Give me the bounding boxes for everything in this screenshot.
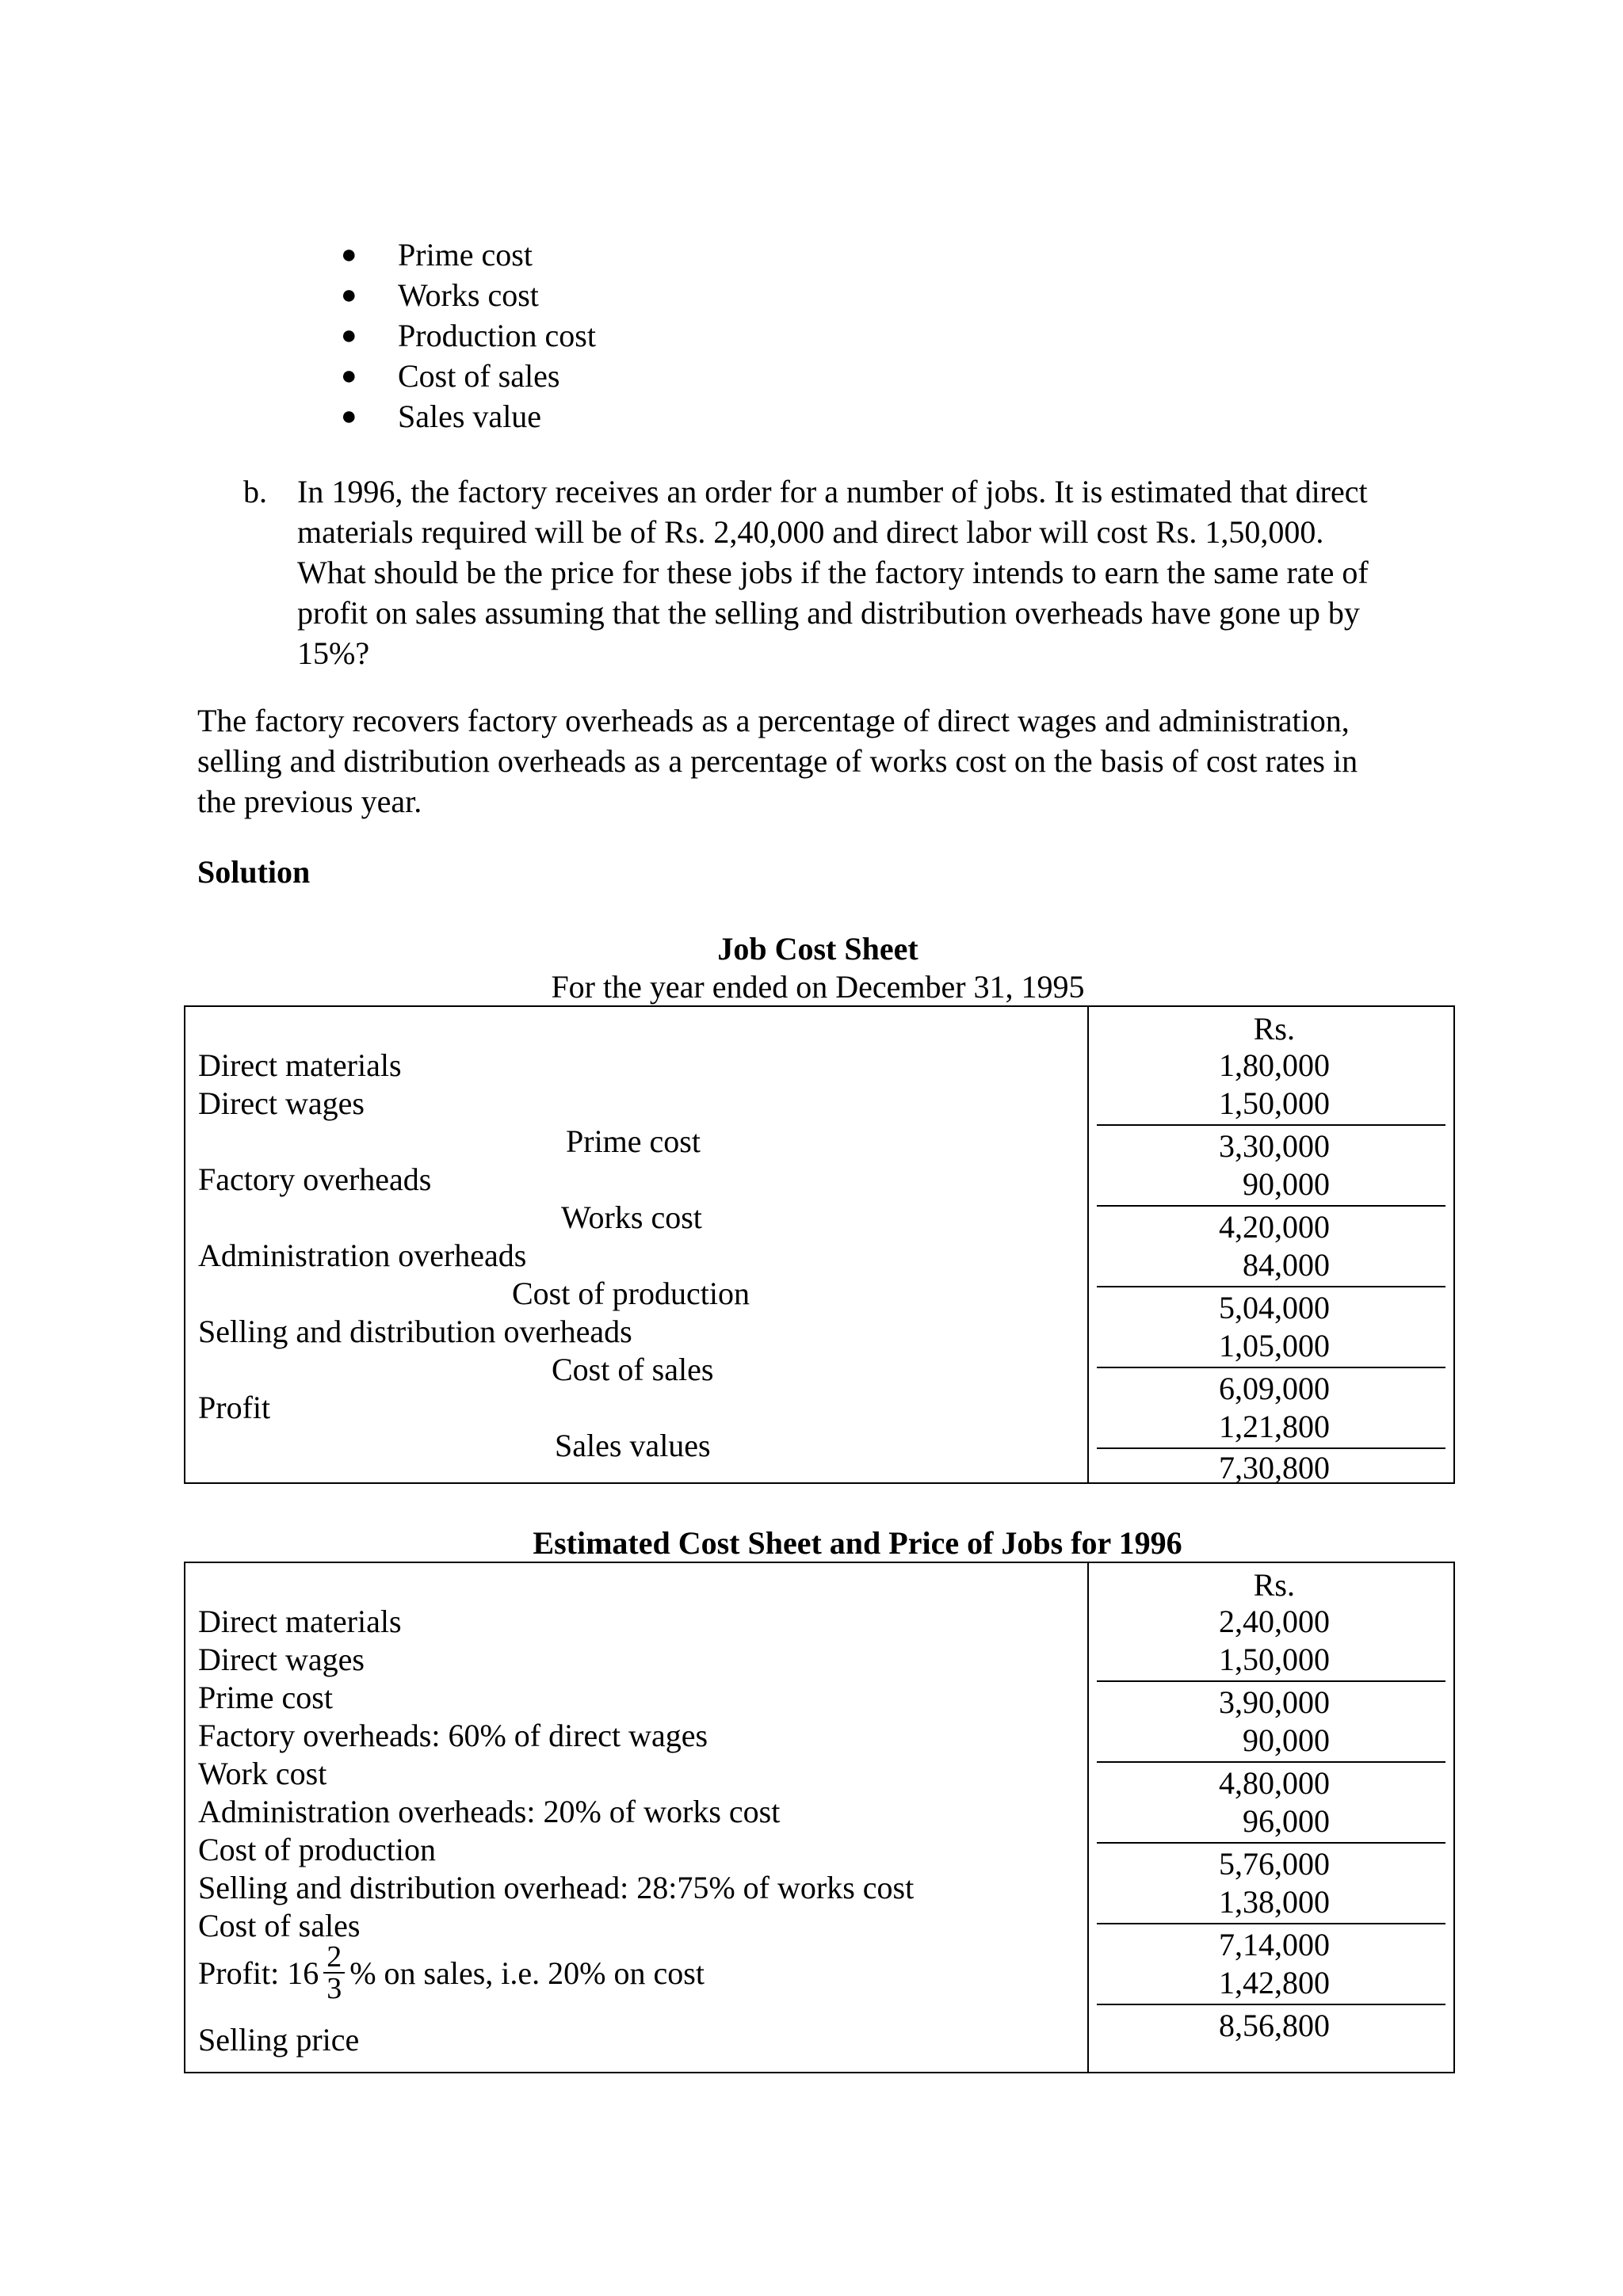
row-label: Direct materials [198,1604,402,1639]
row-label: Direct materials [198,1047,402,1083]
total-label: Selling price [198,2022,360,2058]
bullet-icon: ● [341,240,357,269]
amount-cell: 1,21,800 [1219,1409,1330,1444]
question-b [243,471,1448,673]
list-item: ● Prime cost [341,235,596,275]
description-column [185,1562,1088,2073]
row-label: Selling and distribution overhead: 28:75% of works cost [198,1870,915,1905]
amount-cell: 1,42,800 [1219,1965,1330,2000]
bullet-icon: ● [341,321,357,350]
amount-cell: 5,04,000 [1219,1290,1330,1325]
list-item: ● Sales value [341,396,596,437]
amount-cell: 84,000 [1243,1247,1330,1283]
currency-header: Rs. [1253,1567,1295,1603]
amount-cell: 4,20,000 [1219,1209,1330,1245]
list-item: ● Production cost [341,315,596,356]
bullet-icon: ● [341,280,357,310]
row-label: Direct wages [198,1642,365,1677]
subtotal-label: Prime cost [566,1123,701,1159]
amount-cell: 96,000 [1243,1803,1330,1839]
subtotal-label: Cost of production [512,1276,750,1311]
row-label: Direct wages [198,1085,365,1121]
amount-cell: 1,50,000 [1219,1642,1330,1677]
row-label: Prime cost [198,1680,333,1715]
amount-column [1088,1562,1454,2073]
amount-cell: 1,80,000 [1219,1047,1330,1083]
amount-cell: 7,30,800 [1219,1450,1330,1486]
amount-cell: 1,50,000 [1219,1085,1330,1121]
row-label: Cost of production [198,1832,436,1867]
job-cost-sheet-table [184,1005,1455,1484]
question-label: b. [243,474,267,509]
amount-cell: 90,000 [1243,1722,1330,1758]
subtotal-label: Cost of sales [552,1352,714,1387]
amount-cell: 5,76,000 [1219,1846,1330,1882]
amount-cell: 2,40,000 [1219,1604,1330,1639]
row-label: Administration overheads [198,1238,527,1273]
description-column [185,1006,1088,1483]
solution-heading: Solution [197,854,311,890]
row-label: Profit [198,1390,271,1425]
amount-cell: 7,14,000 [1219,1927,1330,1962]
profit-fraction: $\frac{2}{3}$ [323,1942,345,2004]
row-label: Factory overheads: 60% of direct wages [198,1718,708,1753]
job-cost-sheet-title: Job Cost Sheet [717,931,918,967]
row-label: Selling and distribution overheads [198,1314,632,1349]
bullet-icon: ● [341,361,357,391]
job-cost-sheet-subtitle: For the year ended on December 31, 1995 [551,969,1085,1005]
row-label: Cost of sales [198,1908,361,1943]
question-text: In 1996, the factory receives an order for a number of jobs. It is estimated that direct materials required will be of Rs. 2,40,000 and direct labor will cost Rs. 1,50,000. What should be the price for these jobs if the factory intends to earn the same rate of profit on sales assuming that the selling and distribution overheads have gone up by 15%? [297,474,1369,671]
amount-column [1088,1006,1454,1486]
estimated-sheet-title: Estimated Cost Sheet and Price of Jobs for 1996 [533,1525,1182,1561]
note-paragraph: The factory recovers factory overheads as a percentage of direct wages and administration, selling and distribution overheads as a percentage of works cost on the basis of cost rates in the previous year. [197,703,1358,819]
amount-cell: 3,90,000 [1219,1684,1330,1720]
amount-cell: 4,80,000 [1219,1765,1330,1801]
bullet-icon: ● [341,402,357,431]
profit-row: Profit: 16 $\frac{2}{3}$ % on sales, i.e. 20% on cost [198,1940,705,2005]
amount-cell: 6,09,000 [1219,1371,1330,1406]
estimated-sheet-table [184,1562,1455,2073]
bullet-list [341,235,596,437]
row-label: Factory overheads [198,1161,432,1197]
amount-cell: 1,38,000 [1219,1884,1330,1920]
amount-cell: 3,30,000 [1219,1128,1330,1164]
amount-cell: 1,05,000 [1219,1328,1330,1363]
row-label: Work cost [198,1756,327,1791]
subtotal-label: Works cost [561,1199,702,1235]
list-item: ● Cost of sales [341,356,596,396]
list-item: ● Works cost [341,275,596,315]
amount-cell: 90,000 [1243,1166,1330,1202]
currency-header: Rs. [1253,1011,1295,1047]
amount-cell: 8,56,800 [1219,2008,1330,2043]
row-label: Administration overheads: 20% of works cost [198,1794,781,1829]
total-label: Sales values [555,1428,711,1463]
